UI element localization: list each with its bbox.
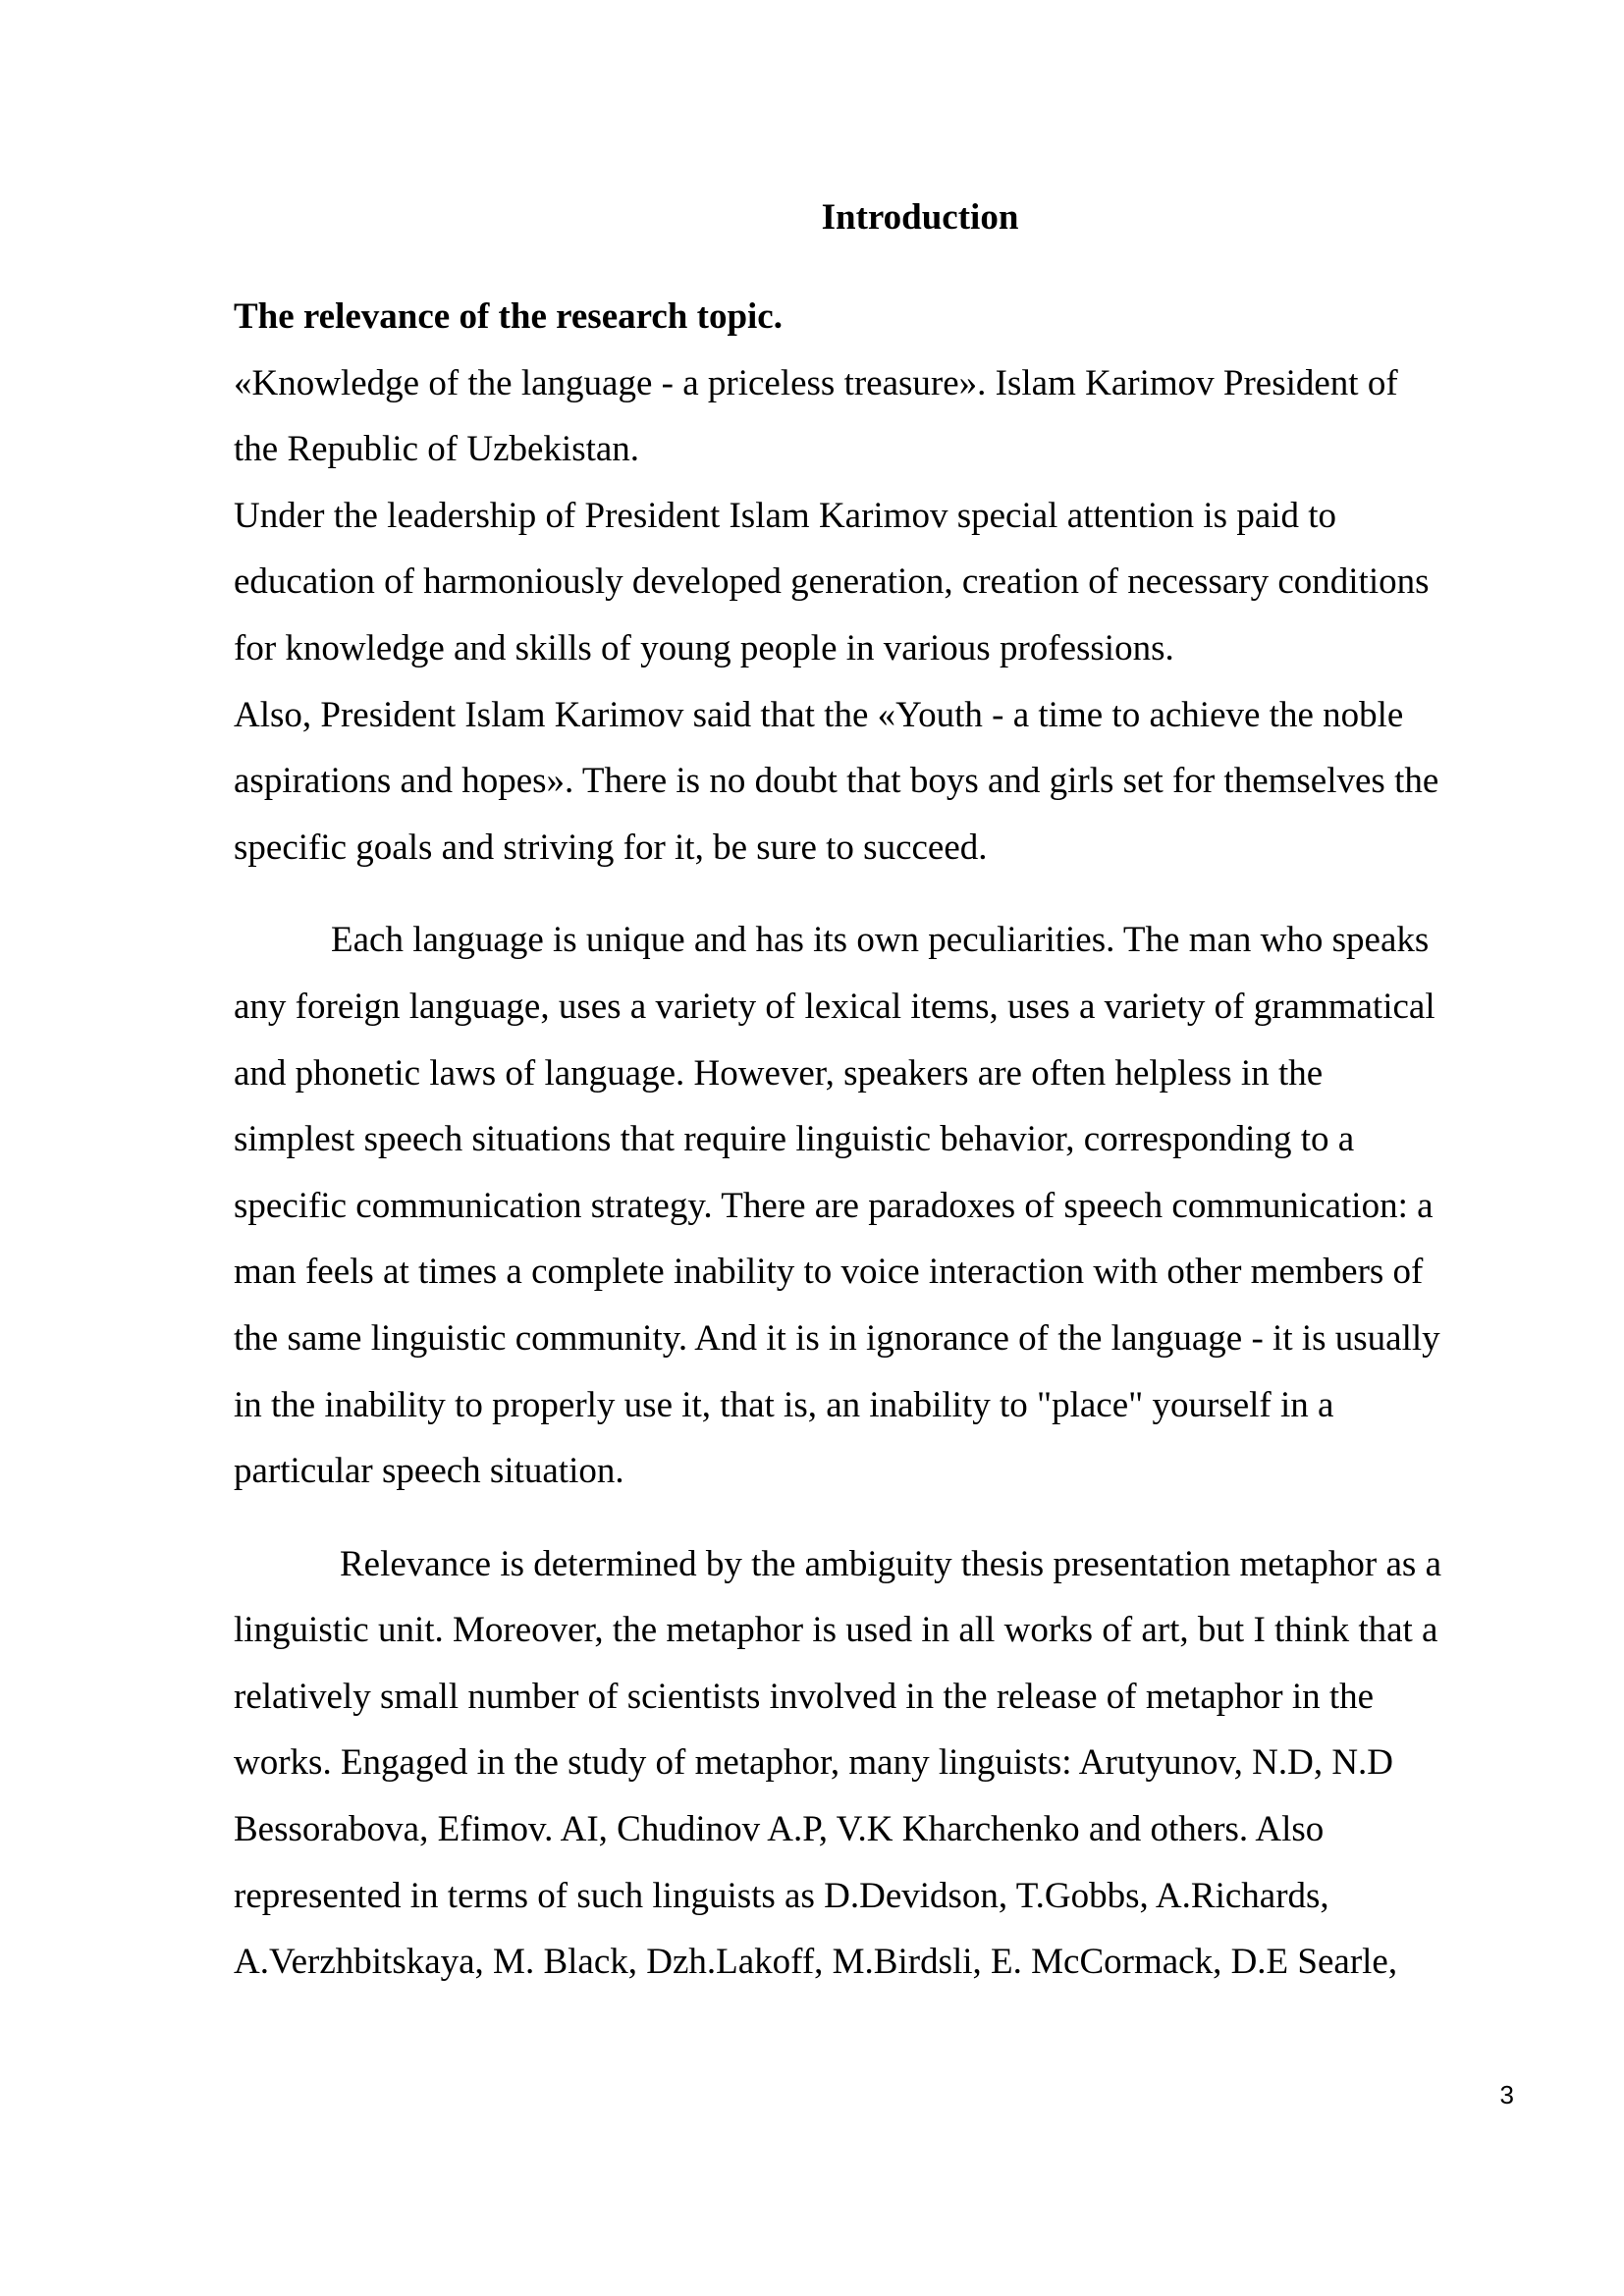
text-line: relatively small number of scientists involved in the release of metaphor in the — [234, 1676, 1375, 1717]
text-line: Bessorabova, Efimov. AI, Chudinov A.P, V.K Kharchenko and others. Also — [234, 1809, 1325, 1850]
text-line: education of harmoniously developed generation, creation of necessary conditions — [234, 561, 1430, 603]
paragraph-spacer — [234, 1505, 1520, 1531]
text-line: simplest speech situations that require linguistic behavior, corresponding to a — [234, 1119, 1355, 1160]
text-line: particular speech situation. — [234, 1451, 624, 1492]
text-line: Each language is unique and has its own peculiarities. The man who speaks — [331, 920, 1430, 961]
text-line: «Knowledge of the language - a priceless treasure». Islam Karimov President of — [234, 362, 1398, 403]
text-line: the same linguistic community. And it is in ignorance of the language - it is usually — [234, 1317, 1440, 1359]
text-line: aspirations and hopes». There is no doubt that boys and girls set for themselves the — [234, 761, 1439, 802]
paragraph-relevance — [234, 1531, 1520, 1996]
paragraph-spacer — [234, 881, 1520, 907]
text-line: works. Engaged in the study of metaphor, many linguists: Arutyunov, N.D, N.D — [234, 1742, 1394, 1784]
text-line: Under the leadership of President Islam Karimov special attention is paid to — [234, 495, 1337, 536]
paragraph-youth — [234, 682, 1520, 881]
paragraph-leadership — [234, 483, 1520, 682]
text-line: for knowledge and skills of young people in various professions. — [234, 627, 1174, 668]
text-line: linguistic unit. Moreover, the metaphor is used in all works of art, but I think that a — [234, 1610, 1438, 1651]
text-line: Relevance is determined by the ambiguity thesis presentation metaphor as a — [340, 1543, 1441, 1584]
page-title: Introduction — [821, 197, 1019, 238]
text-line: specific communication strategy. There are paradoxes of speech communication: a — [234, 1185, 1434, 1226]
text-line: and phonetic laws of language. However, speakers are often helpless in the — [234, 1052, 1324, 1094]
page-number: 3 — [1499, 2080, 1514, 2109]
text-line: specific goals and striving for it, be sure to succeed. — [234, 827, 988, 868]
text-line: the Republic of Uzbekistan. — [234, 429, 640, 470]
paragraph-language — [234, 907, 1520, 1504]
text-line: A.Verzhbitskaya, M. Black, Dzh.Lakoff, M.Birdsli, E. McCormack, D.E Searle, — [234, 1942, 1398, 1983]
text-line: represented in terms of such linguists as D.Devidson, T.Gobbs, A.Richards, — [234, 1875, 1329, 1916]
text-line: in the inability to properly use it, that is, an inability to "place" yourself in a — [234, 1384, 1334, 1425]
document-body — [234, 284, 1520, 1996]
section-heading: The relevance of the research topic. — [234, 296, 783, 337]
text-line: man feels at times a complete inability to voice interaction with other members of — [234, 1252, 1424, 1293]
text-line: Also, President Islam Karimov said that the «Youth - a time to achieve the noble — [234, 694, 1404, 735]
text-line: any foreign language, uses a variety of lexical items, uses a variety of grammatical — [234, 986, 1435, 1027]
paragraph-quote — [234, 350, 1520, 483]
